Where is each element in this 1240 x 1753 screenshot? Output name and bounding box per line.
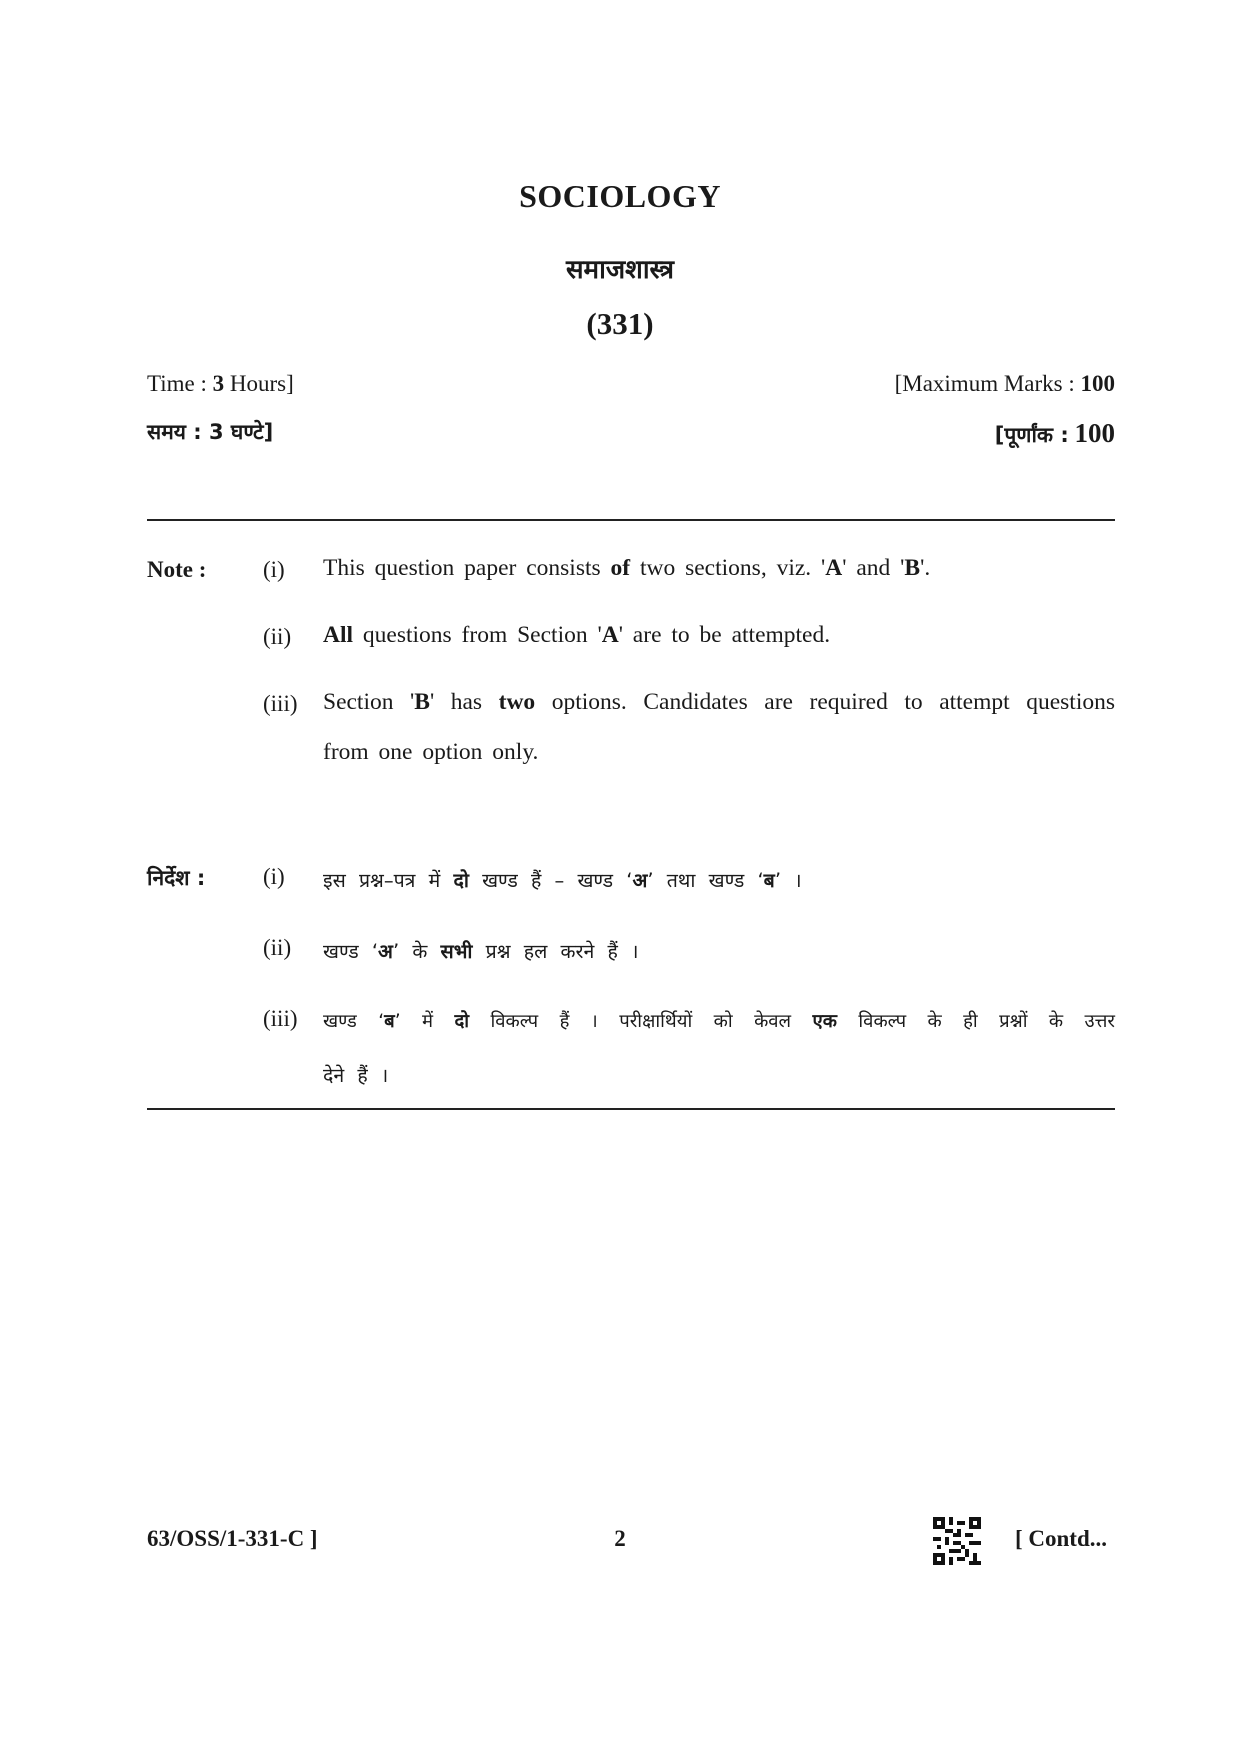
time-value-hindi: 3 — [208, 420, 224, 444]
max-marks-value: 100 — [1080, 371, 1115, 396]
paper-code: 63/OSS/1-331-C ] — [147, 1526, 318, 1551]
note-item-2: All questions from Section 'A' are to be attempted. — [323, 622, 831, 648]
note-hindi-item-2-number: (ii) — [263, 935, 292, 960]
paper-title: SOCIOLOGY — [519, 178, 721, 214]
max-marks-label: [Maximum Marks : — [894, 371, 1075, 396]
note-hindi-item-3-cont: देने हैं । — [323, 1064, 389, 1087]
max-marks-info — [895, 371, 1115, 397]
time-info-hindi — [147, 418, 273, 446]
note-hindi-item-3: खण्ड ‘ब’ में दो विकल्प हैं । परीक्षार्थियों को केवल एक विकल्प के ही प्रश्नों के उत्तर — [323, 1011, 1115, 1032]
note-item-1-number: (i) — [263, 557, 285, 582]
paper-title-hindi: समाजशास्त्र — [565, 255, 675, 285]
max-marks-value-hindi: 100 — [1074, 418, 1115, 448]
page-number: 2 — [614, 1526, 626, 1551]
note-hindi-item-3-number: (iii) — [263, 1006, 298, 1031]
time-unit: Hours] — [229, 371, 294, 396]
note-label: Note : — [147, 557, 207, 582]
note-item-3-number: (iii) — [263, 691, 298, 716]
note-hindi-item-1-number: (i) — [263, 864, 285, 889]
note-item-2-number: (ii) — [263, 624, 292, 649]
note-item-3-cont: from one option only. — [323, 739, 539, 765]
note-label-hindi: निर्देश : — [147, 866, 206, 890]
time-value: 3 — [212, 371, 225, 396]
divider-top — [147, 519, 1115, 521]
contd-label: [ Contd... — [1015, 1526, 1108, 1551]
max-marks-info-hindi — [995, 418, 1115, 449]
note-item-3: Section 'B' has two options. Candidates are required to attempt questions — [323, 689, 1115, 715]
note-hindi-item-2: खण्ड ‘अ’ के सभी प्रश्न हल करने हैं । — [323, 940, 639, 963]
note-item-1: This question paper consists of two sections, viz. 'A' and 'B'. — [323, 555, 931, 581]
qr-code-icon — [933, 1517, 981, 1565]
time-label: Time : — [147, 371, 207, 396]
divider-bottom — [147, 1108, 1115, 1110]
time-info — [147, 371, 294, 397]
note-hindi-item-1: इस प्रश्न–पत्र में दो खण्ड हैं – खण्ड ‘अ’ तथा खण्ड ‘ब’ । — [323, 869, 802, 892]
subject-code: (331) — [586, 306, 654, 341]
time-label-hindi: समय : — [147, 420, 202, 444]
time-unit-hindi: घण्टे] — [230, 420, 274, 444]
max-marks-label-hindi: [पूर्णांक : — [994, 423, 1069, 447]
